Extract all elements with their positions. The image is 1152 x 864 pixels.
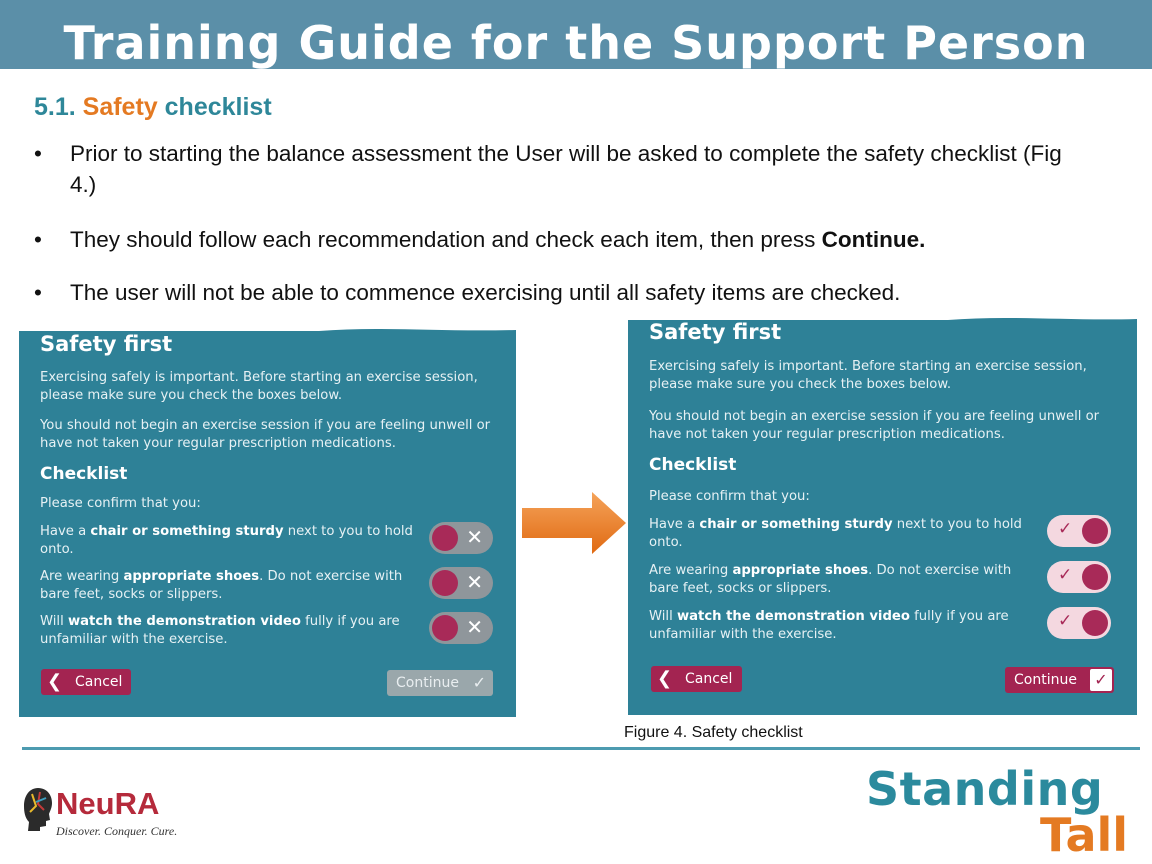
- panel-intro-2-line1: You should not begin an exercise session if you are feeling unwell or: [649, 409, 1100, 424]
- panel-intro-2-line1: You should not begin an exercise session if you are feeling unwell or: [40, 418, 491, 433]
- bullet-marker: •: [34, 227, 42, 252]
- section-title-word1: Safety: [82, 93, 158, 121]
- toggle-knob: [1082, 518, 1108, 544]
- toggle-knob: [1082, 564, 1108, 590]
- check-icon: ✓: [1090, 669, 1112, 691]
- toggle-knob: [432, 615, 458, 641]
- bullet-marker: •: [34, 141, 42, 166]
- checklist-item-video: Will watch the demonstration video fully if you are unfamiliar with the exercise.: [649, 609, 1009, 642]
- safety-panel-unchecked: [19, 328, 516, 717]
- check-icon: ✓: [472, 673, 486, 692]
- bullet-marker: •: [34, 280, 42, 305]
- standing-tall-logo-line1: Standing: [866, 762, 1104, 816]
- cross-icon: ✕: [466, 525, 483, 549]
- neura-head-icon: [22, 786, 54, 832]
- list-item: [34, 224, 1124, 255]
- section-title-word2: checklist: [164, 93, 272, 121]
- section-title: [34, 93, 272, 122]
- continue-button-disabled[interactable]: [387, 670, 493, 696]
- standing-tall-logo-line2: Tall: [1040, 808, 1129, 862]
- section-number: 5.1.: [34, 93, 76, 121]
- toggle-video-unchecked[interactable]: [429, 612, 493, 644]
- panel-intro-2-line2: have not taken your regular prescription medications.: [40, 436, 396, 451]
- toggle-knob: [432, 525, 458, 551]
- arrow-right-icon: [520, 490, 628, 556]
- cross-icon: ✕: [466, 570, 483, 594]
- toggle-chair-checked[interactable]: [1047, 515, 1111, 547]
- checklist-item-chair: Have a chair or something sturdy next to you to hold onto.: [40, 524, 413, 557]
- continue-button[interactable]: [1005, 667, 1114, 693]
- checklist-item-video: Will watch the demonstration video fully if you are unfamiliar with the exercise.: [40, 614, 400, 647]
- panel-title: Safety first: [649, 320, 782, 344]
- toggle-shoes-checked[interactable]: [1047, 561, 1111, 593]
- cross-icon: ✕: [466, 615, 483, 639]
- cancel-button-label: Cancel: [685, 671, 733, 687]
- bullet-text: They should follow each recommendation and check each item, then press: [70, 227, 822, 252]
- bullet-text-line2: 4.): [70, 172, 97, 197]
- check-icon: ✓: [1058, 565, 1073, 585]
- panel-intro-1: [40, 369, 478, 405]
- continue-button-label: Continue: [396, 675, 459, 691]
- panel-intro-1-line1: Exercising safely is important. Before starting an exercise session,: [40, 370, 478, 385]
- panel-intro-1-line2: please make sure you check the boxes below.: [649, 377, 952, 392]
- checklist-heading: Checklist: [649, 455, 737, 475]
- panel-intro-2: [40, 417, 490, 453]
- neura-tagline: Discover. Conquer. Cure.: [56, 824, 178, 838]
- continue-button-label: Continue: [1014, 672, 1077, 688]
- panel-intro-2: [649, 408, 1099, 444]
- checklist-heading: Checklist: [40, 464, 128, 484]
- list-item: [34, 138, 1124, 200]
- cancel-button[interactable]: [651, 666, 742, 692]
- toggle-chair-unchecked[interactable]: [429, 522, 493, 554]
- panel-intro-1: [649, 358, 1087, 394]
- panel-intro-1-line1: Exercising safely is important. Before starting an exercise session,: [649, 359, 1087, 374]
- footer-divider: [22, 747, 1140, 750]
- toggle-knob: [432, 570, 458, 596]
- panel-intro-2-line2: have not taken your regular prescription medications.: [649, 427, 1005, 442]
- check-icon: ✓: [1058, 519, 1073, 539]
- cancel-button[interactable]: [41, 669, 131, 695]
- confirm-text: Please confirm that you:: [649, 489, 810, 504]
- bullet-text-line1: Prior to starting the balance assessment the User will be asked to complete the safety checklist (Fig: [70, 141, 1062, 166]
- safety-panel-checked: [628, 317, 1137, 715]
- page-title: Training Guide for the Support Person: [63, 16, 1089, 69]
- check-icon: ✓: [1058, 611, 1073, 631]
- confirm-text: Please confirm that you:: [40, 496, 201, 511]
- cancel-button-label: Cancel: [75, 674, 123, 690]
- list-item: [34, 277, 1124, 308]
- page-header: [0, 0, 1152, 69]
- chevron-left-icon: ❮: [46, 671, 63, 692]
- checklist-item-shoes: Are wearing appropriate shoes. Do not exercise with bare feet, socks or slippers.: [649, 563, 1012, 596]
- bullet-text: The user will not be able to commence exercising until all safety items are checked.: [70, 280, 901, 305]
- checklist-item-chair: Have a chair or something sturdy next to you to hold onto.: [649, 517, 1022, 550]
- toggle-knob: [1082, 610, 1108, 636]
- figure-caption: Figure 4. Safety checklist: [624, 724, 803, 741]
- panel-title: Safety first: [40, 332, 173, 356]
- chevron-left-icon: ❮: [656, 668, 673, 689]
- bullet-list: [34, 138, 1124, 308]
- toggle-video-checked[interactable]: [1047, 607, 1111, 639]
- neura-name: NeuRA: [56, 786, 160, 821]
- checklist-item-shoes: Are wearing appropriate shoes. Do not exercise with bare feet, socks or slippers.: [40, 569, 403, 602]
- bullet-bold-text: Continue.: [821, 227, 926, 252]
- toggle-shoes-unchecked[interactable]: [429, 567, 493, 599]
- panel-intro-1-line2: please make sure you check the boxes below.: [40, 388, 343, 403]
- neura-logo: [22, 786, 222, 846]
